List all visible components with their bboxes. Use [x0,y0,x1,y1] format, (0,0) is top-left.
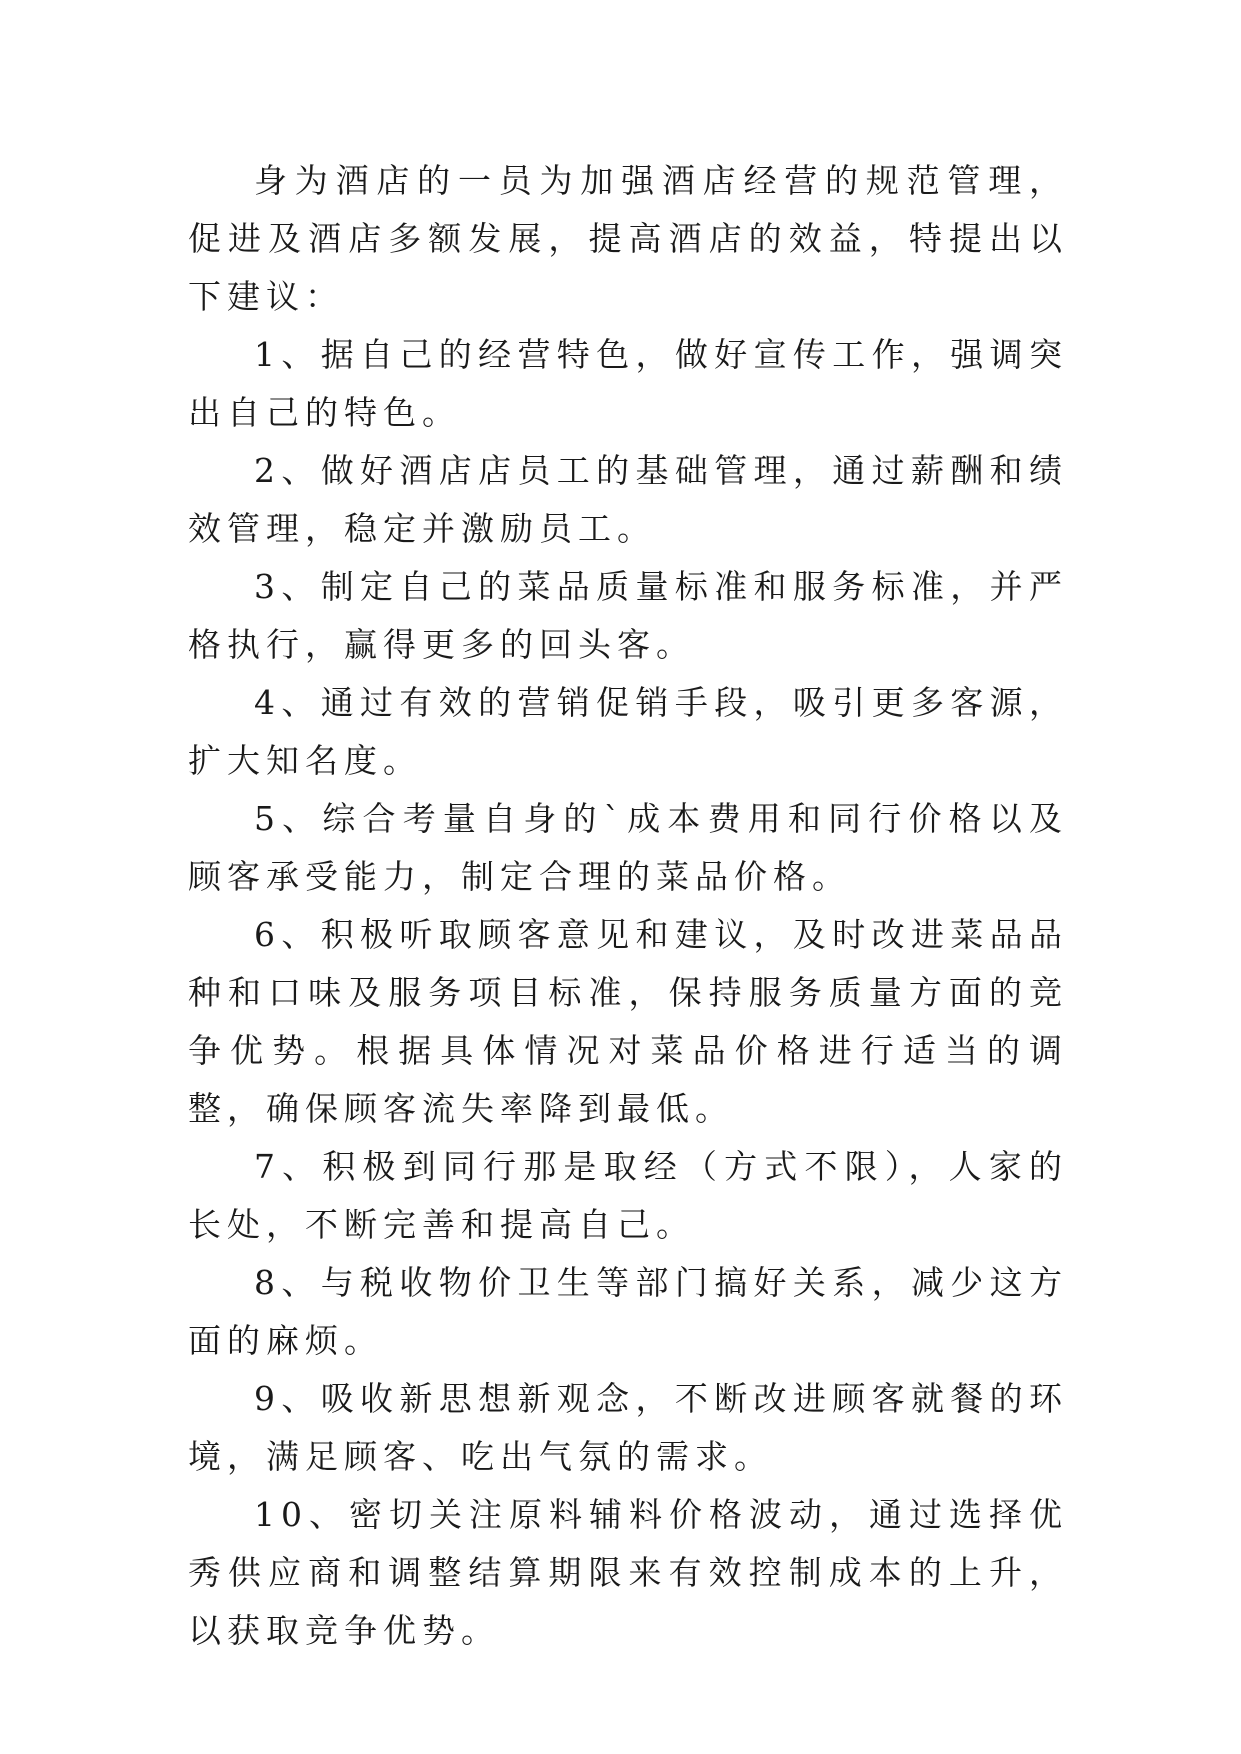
suggestion-item-8: 8、与税收物价卫生等部门搞好关系，减少这方面的麻烦。 [188,1263,1068,1360]
suggestion-item-7: 7、积极到同行那是取经（方式不限），人家的长处，不断完善和提高自己。 [188,1147,1068,1244]
suggestion-item-2: 2、做好酒店店员工的基础管理，通过薪酬和绩效管理，稳定并激励员工。 [188,451,1068,548]
suggestion-item-9: 9、吸收新思想新观念，不断改进顾客就餐的环境，满足顾客、吃出气氛的需求。 [188,1379,1068,1476]
document-body [188,152,1068,1660]
suggestion-item-6: 6、积极听取顾客意见和建议，及时改进菜品品种和口味及服务项目标准，保持服务质量方面的竞争优势。根据具体情况对菜品价格进行适当的调整，确保顾客流失率降到最低。 [188,915,1068,1128]
suggestion-item-1: 1、据自己的经营特色，做好宣传工作，强调突出自己的特色。 [188,335,1068,432]
suggestion-item-5: 5、综合考量自身的`成本费用和同行价格以及顾客承受能力，制定合理的菜品价格。 [188,799,1068,896]
intro-paragraph: 身为酒店的一员为加强酒店经营的规范管理，促进及酒店多额发展，提高酒店的效益，特提出以下建议： [188,161,1068,316]
suggestion-item-10: 10、密切关注原料辅料价格波动，通过选择优秀供应商和调整结算期限来有效控制成本的上升，以获取竞争优势。 [188,1495,1068,1650]
suggestion-item-4: 4、通过有效的营销促销手段，吸引更多客源，扩大知名度。 [188,683,1068,780]
suggestion-item-3: 3、制定自己的菜品质量标准和服务标准，并严格执行，赢得更多的回头客。 [188,567,1068,664]
